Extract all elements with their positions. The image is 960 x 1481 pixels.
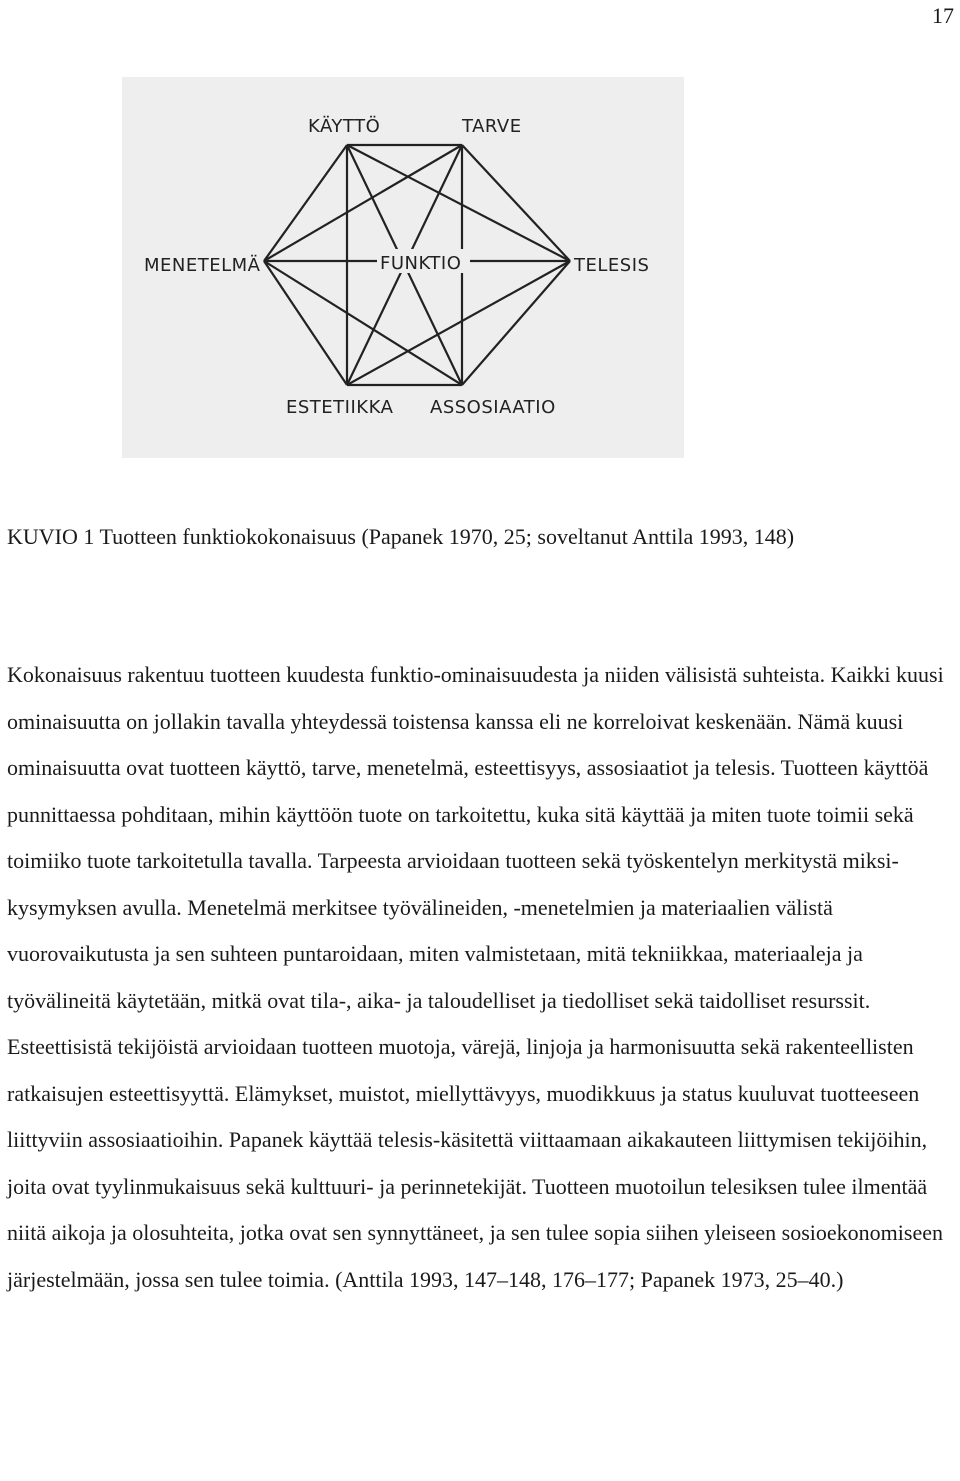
edge-tarve-telesis [462,145,570,261]
hexagon-diagram [122,77,684,458]
edge-estetiikka-menetelma [264,261,347,385]
label-kaytto: KÄYTTÖ [308,116,381,137]
edge-telesis-estetiikka [347,261,570,385]
page-number: 17 [932,3,954,28]
label-estetiikka: ESTETIIKKA [286,397,394,418]
figure-caption: KUVIO 1 Tuotteen funktiokokonaisuus (Papanek 1970, 25; soveltanut Anttila 1993, 148) [7,524,795,549]
edge-tarve-menetelma [264,145,462,261]
label-assosiaatio: ASSOSIAATIO [430,397,556,418]
function-complex-figure [122,77,684,458]
label-telesis: TELESIS [574,255,650,276]
edge-telesis-assosiaatio [462,261,570,385]
body-paragraph: Kokonaisuus rakentuu tuotteen kuudesta funktio-ominaisuudesta ja niiden välisistä suhteista. Kaikki kuusi ominaisuutta on jollakin tavalla yhteydessä toistensa kanssa eli ne korreloivat keskenään. Nämä kuusi ominaisuutta ovat tuotteen käyttö, tarve, menetelmä, esteettisyys, assosiaatiot ja telesis. Tuotteen käyttöä punnittaessa pohditaan, mihin käyttöön tuote on tarkoitettu, kuka sitä käyttää ja miten tuote toimii sekä toimiiko tuote tarkoitetulla tavalla. Tarpeesta arvioidaan tuotteen sekä työskentelyn merkitystä miksi-kysymyksen avulla. Menetelmä merkitsee työvälineiden, -menetelmien ja materiaalien välistä vuorovaikutusta ja sen suhteen puntaroidaan, miten valmistetaan, mitä tekniikkaa, materiaaleja ja työvälineitä käytetään, mitkä ovat tila-, aika- ja taloudelliset ja tiedolliset sekä taidolliset resurssit. Esteettisistä tekijöistä arvioidaan tuotteen muotoja, värejä, linjoja ja harmonisuutta sekä rakenteellisten ratkaisujen esteettisyyttä. Elämykset, muistot, miellyttävyys, muodikkuus ja status kuuluvat tuotteeseen liittyviin assosiaatioihin. Papanek käyttää telesis-käsitettä viittaamaan aikakauteen liittymisen tekijöihin, joita ovat tyylinmukaisuus sekä kulttuuri- ja perinnetekijät. Tuotteen muotoilun telesiksen tulee ilmentää niitä aikoja ja olosuhteita, jotka ovat sen synnyttäneet, ja sen tulee sopia siihen yleiseen sosioekonomiseen järjestelmään, jossa sen tulee toimia. (Anttila 1993, 147–148, 176–177; Papanek 1973, 25–40.) [7,662,944,1292]
edge-kaytto-telesis [347,145,570,261]
label-menetelma: MENETELMÄ [144,255,261,276]
label-funktio: FUNKTIO [380,253,462,274]
label-tarve: TARVE [462,116,522,137]
edge-menetelma-kaytto [264,145,347,261]
